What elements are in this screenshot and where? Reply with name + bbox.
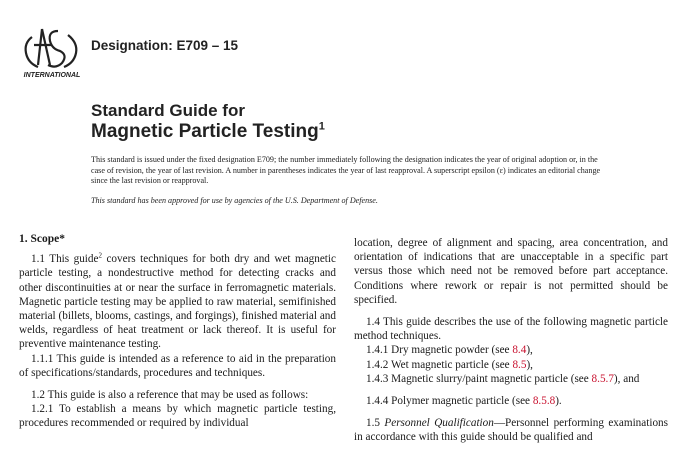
logo-text: INTERNATIONAL: [23, 72, 81, 79]
designation: Designation: E709 – 15: [91, 38, 239, 53]
title-main: Magnetic Particle Testing: [91, 121, 319, 142]
right-column: [354, 236, 668, 445]
title-line-2: [91, 121, 325, 142]
paragraph-1-2: 1.2 This guide is also a reference that may be used as follows:: [31, 389, 309, 402]
paragraph-1-2-1: 1.2.1 To establish a means by which magnetic particle testing, procedures recommended or required by individual: [19, 403, 336, 430]
paragraph-continued: location, degree of alignment and spacing, area concentration, and orientation of indications that are unacceptable in a specific part versus those which need not be removed before part acceptance. Conditions where rework or repair is not permitted should be specified.: [354, 237, 668, 306]
paragraph-1-1: 1.1 This guide$^2$ covers techniques for both dry and wet magnetic particle testing, a nondestructive method for detecting cracks and other discontinuities at or near the surface in ferromagnetic materials. Magnetic particle testing may be applied to raw material, semifinished material (billets, blooms, castings, and forgings), finished material and welds, regardless of heat treatment or lack thereof. It is useful for preventive maintenance testing.: [19, 251, 336, 351]
paragraph-1-5: 1.5 Personnel Qualification—Personnel performing examinations in accordance with this guide should be qualified and: [354, 417, 668, 444]
ref-link-8-5-7[interactable]: 8.5.7: [591, 372, 614, 385]
footnote-ref: 2: [98, 251, 102, 260]
section-heading: 1. Scope*: [19, 233, 65, 245]
paragraph-1-1-1: 1.1.1 This guide is intended as a reference to aid in the preparation of specifications/standards, procedures and techniques.: [19, 352, 336, 379]
logo-stroke-a: [38, 29, 42, 65]
document-title: [91, 100, 325, 142]
astm-logo: [18, 25, 86, 80]
item-1-4-4: 1.4.4 Polymer magnetic particle (see 8.5.8).: [366, 395, 562, 408]
ref-link-8-5[interactable]: 8.5: [512, 358, 527, 371]
item-1-4-2: 1.4.2 Wet magnetic particle (see 8.5),: [366, 358, 533, 371]
title-line-1: Standard Guide for: [91, 101, 245, 120]
title-footnote: 1: [318, 120, 325, 133]
approval-note: This standard has been approved for use by agencies of the U.S. Department of Defense.: [91, 196, 378, 205]
item-1-4-3: 1.4.3 Magnetic slurry/paint magnetic particle (see 8.5.7), and: [366, 372, 640, 385]
personnel-qualification-term: Personnel Qualification: [384, 417, 494, 430]
standard-notice: This standard is issued under the fixed designation E709; the number immediately following the designation indicates the year of original adoption or, in the case of revision, the year of last revision. A number in parentheses indicates the year of last reapproval. A superscript epsilon (ε) indicates an editorial change since the last revision or reapproval.: [91, 155, 601, 186]
item-1-4-1: 1.4.1 Dry magnetic powder (see 8.4),: [366, 344, 533, 357]
left-column: [19, 232, 336, 431]
ref-link-8-4[interactable]: 8.4: [512, 344, 527, 357]
paragraph-1-4: 1.4 This guide describes the use of the following magnetic particle method techniques.: [354, 316, 668, 343]
ref-link-8-5-8[interactable]: 8.5.8: [532, 395, 556, 408]
